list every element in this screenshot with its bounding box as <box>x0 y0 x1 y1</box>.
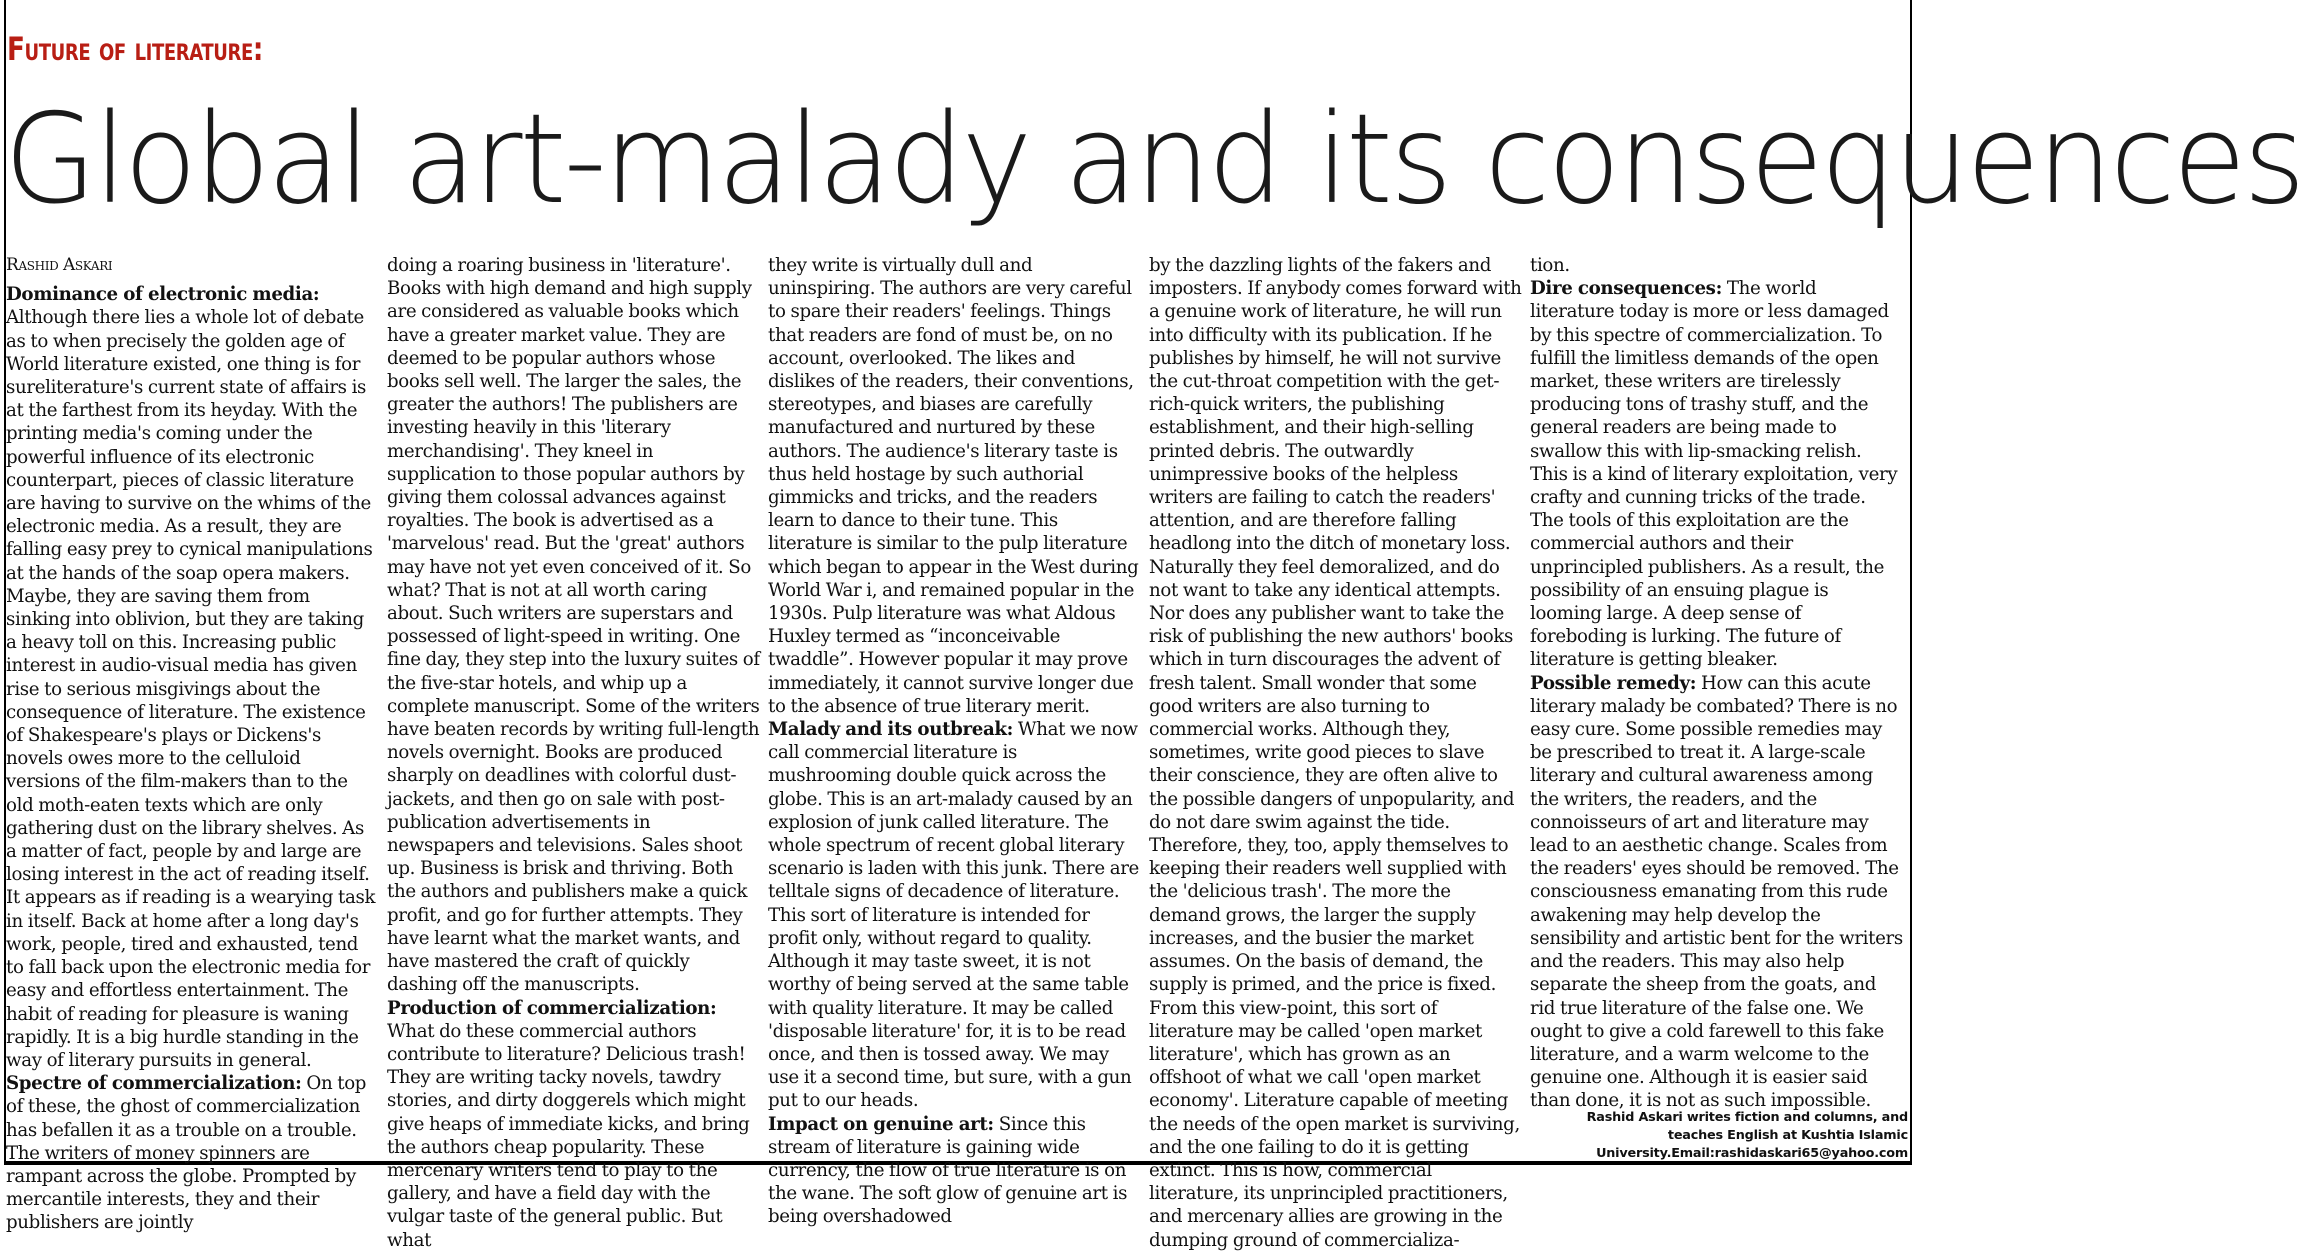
column-4 <box>1149 254 1530 1251</box>
paragraph-text: What do these commercial authors contribute to literature? Delicious trash! They are writing tacky novels, tawdry stories, and dirty doggerels which might give heaps of immediate kicks, and bring the authors cheap popularity. These mercenary writers tend to play to the gallery, and have a field day with the vulgar taste of the general public. But what <box>387 1020 750 1251</box>
subheading: Malady and its outbreak: <box>768 719 1013 741</box>
column-2 <box>387 254 768 1251</box>
author-bio: Rashid Askari writes fiction and columns, and teaches English at Kushtia Islamic University.Email:rashidaskari65@yahoo.com <box>1586 1110 1908 1161</box>
column-1 <box>6 254 387 1234</box>
subheading: Production of commercialization: <box>387 997 717 1019</box>
paragraph <box>1530 277 1903 671</box>
paragraph <box>387 997 760 1252</box>
paragraph-text: Since this stream of literature is gaining wide currency, the flow of true literature is on the wane. The soft glow of genuine art is being overshadowed <box>768 1113 1128 1228</box>
column-3 <box>768 254 1149 1228</box>
paragraph-text: What we now call commercial literature is mushrooming double quick across the globe. This is an art-malady caused by an explosion of junk called literature. The whole spectrum of recent global literary scenario is laden with this junk. There are telltale signs of decadence of literature. This sort of literature is intended for profit only, without regard to quality. Although it may taste sweet, it is not worthy of being served at the same table with quality literature. It may be called 'disposable literature' for, it is to be read once, and then is tossed away. We may use it a second time, but sure, with a gun put to our heads. <box>768 719 1139 1112</box>
paragraph <box>1530 254 1903 277</box>
paragraph-text: The world literature today is more or less damaged by this spectre of commercialization. To fulfill the limitless demands of the open market, these writers are tirelessly producing tons of trashy stuff, and the general readers are being made to swallow this with lip-smacking relish. This is a kind of literary exploitation, very crafty and cunning tricks of the trade. The tools of this exploitation are the commercial authors and their unprincipled publishers. As a result, the possibility of an ensuing plague is looming large. A deep sense of foreboding is lurking. The future of literature is getting bleaker. <box>1530 278 1898 671</box>
paragraph-text: Although there lies a whole lot of debate as to when precisely the golden age of World literature existed, one thing is for sureliterature's current state of affairs is at the farthest from its heyday. With the printing media's coming under the powerful influence of its electronic counterpart, pieces of classic literature are having to survive on the whims of the electronic media. As a result, they are falling easy prey to cynical manipulations at the hands of the soap opera makers. Maybe, they are saving them from sinking into oblivion, but they are taking a heavy toll on this. Increasing public interest in audio-visual media has given rise to serious misgivings about the consequence of literature. The existence of Shakespeare's plays or Dickens's novels owes more to the celluloid versions of the film-makers than to the old moth-eaten texts which are only gathering dust on the library shelves. As a matter of fact, people by and large are losing interest in the act of reading itself. It appears as if reading is a wearying task in itself. Back at home after a long day's work, people, tired and exhausted, tend to fall back upon the electronic media for easy and effortless entertainment. The habit of reading for pleasure is waning rapidly. It is a big hurdle standing in the way of literary pursuits in general. <box>6 307 376 1071</box>
paragraph <box>768 718 1141 1112</box>
paragraph-text: How can this acute literary malady be combated? There is no easy cure. Some possible remedies may be prescribed to treat it. A large-scale literary and cultural awareness among the writers, the readers, and the connoisseurs of art and literature may lead to an aesthetic change. Scales from the readers' eyes should be removed. The consciousness emanating from this rude awakening may help develop the sensibility and artistic bent for the writers and the readers. This may also help separate the sheep from the goats, and rid true literature of the false one. We ought to give a cold farewell to this fake literature, and a warm welcome to the genuine one. Although it is easier said than done, it is not as such impossible. <box>1530 672 1903 1112</box>
subheading: Spectre of commercialization: <box>6 1073 302 1095</box>
section-kicker: Future of literature: <box>7 30 264 68</box>
article-headline: Global art-malady and its consequences <box>4 88 2303 232</box>
paragraph <box>768 254 1141 718</box>
paragraph <box>768 1113 1141 1229</box>
paragraph-text: tion. <box>1530 255 1570 276</box>
paragraph <box>6 1072 379 1234</box>
subheading: Dominance of electronic media: <box>6 284 320 306</box>
paragraph <box>1530 672 1903 1113</box>
column-5 <box>1530 254 1911 1159</box>
paragraph <box>387 254 760 997</box>
article-body <box>6 254 1911 1251</box>
subheading: Possible remedy: <box>1530 672 1697 694</box>
subheading: Dire consequences: <box>1530 278 1722 300</box>
paragraph <box>6 283 379 1072</box>
paragraph-text: they write is virtually dull and uninspiring. The authors are very careful to spare their readers' feelings. Things that readers are fond of must be, on no account, overlooked. The likes and dislikes of the readers, their conventions, stereotypes, and biases are carefully manufactured and nurtured by these authors. The audience's literary taste is thus held hostage by such authorial gimmicks and tricks, and the readers learn to dance to their tune. This literature is similar to the pulp literature which began to appear in the West during World War i, and remained popular in the 1930s. Pulp literature was what Aldous Huxley termed as “inconceivable twaddle”. However popular it may prove immediately, it cannot survive longer due to the absence of true literary merit. <box>768 255 1139 717</box>
paragraph-text: On top of these, the ghost of commercialization has befallen it as a trouble on a trouble. The writers of money spinners are rampant across the globe. Prompted by mercantile interests, they and their publishers are jointly <box>6 1073 367 1234</box>
subheading: Impact on genuine art: <box>768 1113 994 1135</box>
byline: Rashid Askari <box>6 255 113 275</box>
paragraph <box>1149 254 1522 1252</box>
paragraph-text: doing a roaring business in 'literature'. Books with high demand and high supply are considered as valuable books which have a greater market value. They are deemed to be popular authors whose books sell well. The larger the sales, the greater the authors! The publishers are investing heavily in this 'literary merchandising'. They kneel in supplication to those popular authors by giving them colossal advances against royalties. The book is advertised as a 'marvelous' read. But the 'great' authors may have not yet even conceived of it. So what? That is not at all worth caring about. Such writers are superstars and possessed of light-speed in writing. One fine day, they step into the luxury suites of the five-star hotels, and whip up a complete manuscript. Some of the writers have beaten records by writing full-length novels overnight. Books are produced sharply on deadlines with colorful dust-jackets, and then go on sale with post-publication advertisements in newspapers and televisions. Sales shoot up. Business is brisk and thriving. Both the authors and publishers make a quick profit, and go for further attempts. They have learnt what the market wants, and have mastered the craft of quickly dashing off the manuscripts. <box>387 255 760 996</box>
paragraph-text: by the dazzling lights of the fakers and imposters. If anybody comes forward with a genuine work of literature, he will run into difficulty with its publication. If he publishes by himself, he will not survive the cut-throat competition with the get-rich-quick writers, the publishing establishment, and their high-selling printed debris. The outwardly unimpressive books of the helpless writers are failing to catch the readers' attention, and are therefore falling headlong into the ditch of monetary loss. Naturally they feel demoralized, and do not want to take any identical attempts. Nor does any publisher want to take the risk of publishing the new authors' books which in turn discourages the advent of fresh talent. Small wonder that some good writers are also turning to commercial works. Although they, sometimes, write good pieces to slave their conscience, they are often alive to the possible dangers of unpopularity, and do not dare swim against the tide. Therefore, they, too, apply themselves to keeping their readers well supplied with the 'delicious trash'. The more the demand grows, the larger the supply increases, and the busier the market assumes. On the basis of demand, the supply is primed, and the price is fixed. From this view-point, this sort of literature may be called 'open market literature', which has grown as an offshoot of what we call 'open market economy'. Literature capable of meeting the needs of the open market is surviving, and the one failing to do it is getting extinct. This is how, commercial literature, its unprincipled practitioners, and mercenary allies are growing in the dumping ground of commercializa- <box>1149 255 1522 1251</box>
